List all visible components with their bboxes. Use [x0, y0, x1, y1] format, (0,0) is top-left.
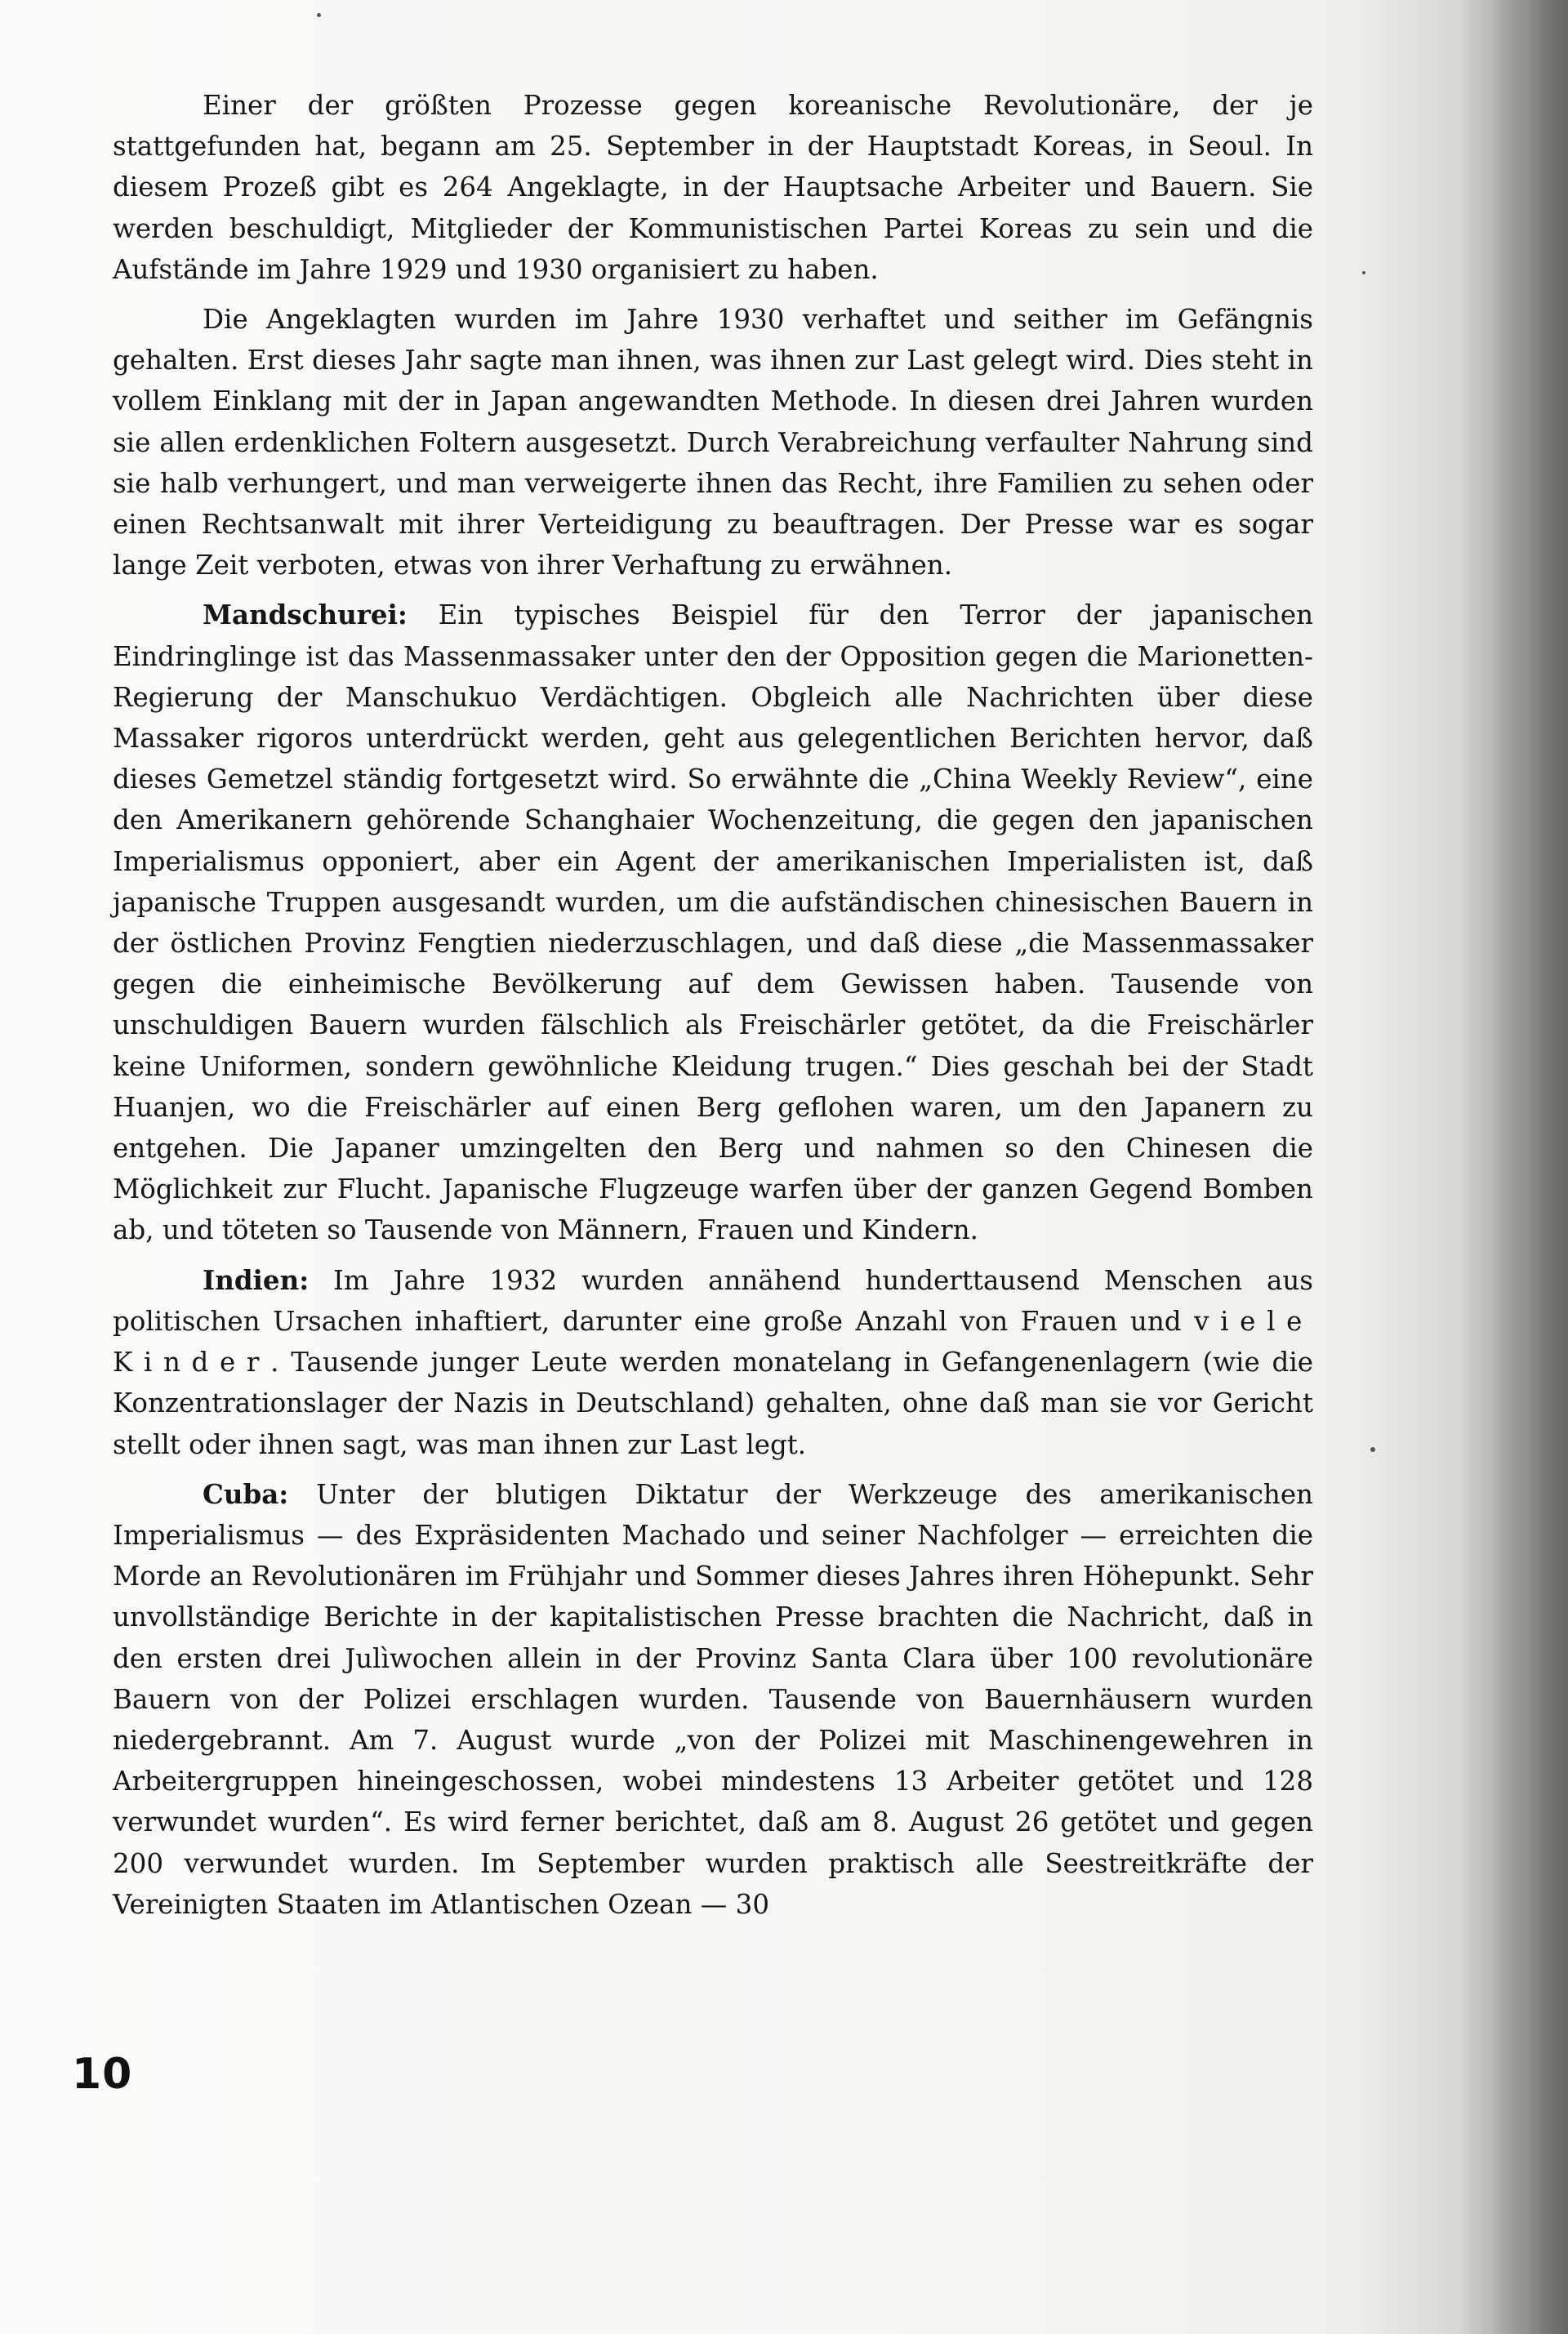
paragraph-defendants [113, 299, 1313, 586]
page-edge-shadow [1490, 0, 1568, 2334]
article-body [113, 85, 1313, 1934]
paragraph-cuba [113, 1474, 1313, 1925]
scan-speck [1362, 271, 1365, 274]
paragraph-text: Die Angeklagten wurden im Jahre 1930 verhaftet und seither im Gefängnis gehalten. Erst dieses Jahr sagte man ihnen, was ihnen zur Last gelegt wird. Dies steht in vollem Einklang mit der in Japan angewandten Methode. In diesen drei Jahren wurden sie allen erdenklichen Foltern ausgesetzt. Durch Verabreichung verfaulter Nahrung sind sie halb verhungert, und man verweigerte ihnen das Recht, ihre Familien zu sehen oder einen Rechtsanwalt mit ihrer Verteidigung zu beauftragen. Der Presse war es sogar lange Zeit verboten, etwas von ihrer Verhaftung zu erwähnen. [113, 304, 1313, 581]
section-lead-india: Indien: [203, 1263, 310, 1296]
paragraph-manchuria [113, 595, 1313, 1250]
paragraph-text: . Tausende junger Leute werden monatelang in Gefangenenlagern (wie die Konzentrationslager der Nazis in Deutschland) gehalten, ohne daß man sie vor Gericht stellt oder ihnen sagt, was man ihnen zur Last legt. [113, 1347, 1313, 1460]
paragraph-text: Einer der größten Prozesse gegen koreanische Revolutionäre, der je stattgefunden hat, begann am 25. September in der Hauptstadt Koreas, in Seoul. In diesem Prozeß gibt es 264 Angeklagte, in der Hauptsache Arbeiter und Bauern. Sie werden beschuldigt, Mitglieder der Kommunistischen Partei Koreas zu sein und die Aufstände im Jahre 1929 und 1930 organisiert zu haben. [113, 90, 1313, 285]
scan-speck [317, 13, 321, 17]
paragraph-text: Unter der blutigen Diktatur der Werkzeuge des amerikanischen Imperialismus — des Expräsidenten Machado und seiner Nachfolger — erreichten die Morde an Revolutionären im Frühjahr und Sommer dieses Jahres ihren Höhepunkt. Sehr unvollständige Berichte in der kapitalistischen Presse brachten die Nachricht, daß in den ersten drei Julìwochen allein in der Provinz Santa Clara über 100 revolutionäre Bauern von der Polizei erschlagen wurden. Tausende von Bauernhäusern wurden niedergebrannt. Am 7. August wurde „von der Polizei mit Maschinengewehren in Arbeitergruppen hineingeschossen, wobei mindestens 13 Arbeiter getötet und 128 verwundet wurden“. Es wird ferner berichtet, daß am 8. August 26 getötet und gegen 200 verwundet wurden. Im September wurden praktisch alle Seestreitkräfte der Vereinigten Staaten im Atlantischen Ozean — 30 [113, 1478, 1313, 1920]
scan-speck [1370, 1447, 1375, 1452]
page-number: 10 [72, 2050, 133, 2099]
emphasized-text: viele Kinder [113, 1305, 1313, 1379]
section-lead-manchuria: Mandschurei: [203, 599, 408, 631]
section-lead-cuba: Cuba: [203, 1477, 289, 1510]
paragraph-korea-trial [113, 85, 1313, 290]
paragraph-india [113, 1260, 1313, 1465]
paragraph-text: Im Jahre 1932 wurden annähend hunderttausend Menschen aus politischen Ursachen inhaftiert, darunter eine große Anzahl von Frauen und [113, 1264, 1313, 1337]
paragraph-text: Ein typisches Beispiel für den Terror der japanischen Eindringlinge ist das Massenmassaker unter den der Opposition gegen die Marionetten-Regierung der Manschukuo Verdächtigen. Obgleich alle Nachrichten über diese Massaker rigoros unterdrückt werden, geht aus gelegentlichen Berichten hervor, daß dieses Gemetzel ständig fortgesetzt wird. So erwähnte die „China Weekly Review“, eine den Amerikanern gehörende Schanghaier Wochenzeitung, die gegen den japanischen Imperialismus opponiert, aber ein Agent der amerikanischen Imperialisten ist, daß japanische Truppen ausgesandt wurden, um die aufständischen chinesischen Bauern in der östlichen Provinz Fengtien niederzuschlagen, und daß diese „die Massenmassaker gegen die einheimische Bevölkerung auf dem Gewissen haben. Tausende von unschuldigen Bauern wurden fälschlich als Freischärler getötet, da die Freischärler keine Uniformen, sondern gewöhnliche Kleidung trugen.“ Dies geschah bei der Stadt Huanjen, wo die Freischärler auf einen Berg geflohen waren, um den Japanern zu entgehen. Die Japaner umzingelten den Berg und nahmen so den Chinesen die Möglichkeit zur Flucht. Japanische Flugzeuge warfen über der ganzen Gegend Bomben ab, und töteten so Tausende von Männern, Frauen und Kindern. [113, 599, 1313, 1246]
